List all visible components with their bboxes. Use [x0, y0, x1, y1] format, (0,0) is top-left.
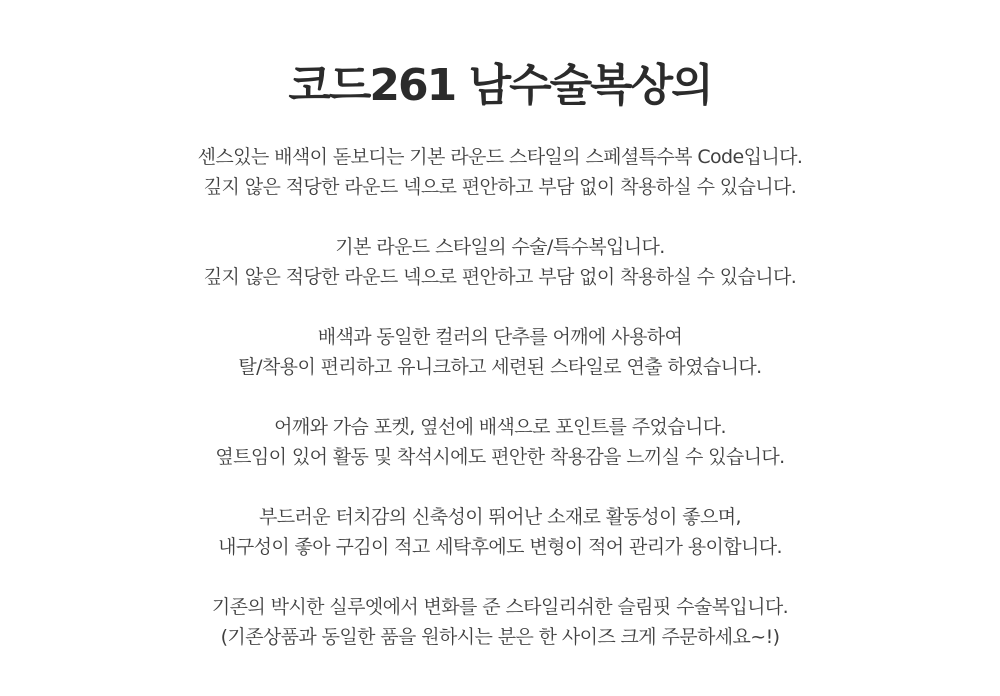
description-paragraph-1: [0, 142, 1000, 202]
description-line: 기존의 박시한 실루엣에서 변화를 준 스타일리쉬한 슬림핏 수술복입니다.: [211, 596, 789, 618]
description-line: 부드러운 터치감의 신축성이 뛰어난 소재로 활동성이 좋으며,: [259, 506, 741, 528]
description-line: 깊지 않은 적당한 라운드 넥으로 편안하고 부담 없이 착용하실 수 있습니다.: [203, 176, 797, 198]
description-line: 내구성이 좋아 구김이 적고 세탁후에도 변형이 적어 관리가 용이합니다.: [218, 536, 782, 558]
description-line: 배색과 동일한 컬러의 단추를 어깨에 사용하여: [317, 326, 683, 348]
description-line: 기본 라운드 스타일의 수술/특수복입니다.: [335, 236, 665, 258]
description-paragraph-2: [0, 232, 1000, 292]
description-paragraph-5: [0, 502, 1000, 562]
description-paragraph-3: [0, 322, 1000, 382]
description-line: 깊지 않은 적당한 라운드 넥으로 편안하고 부담 없이 착용하실 수 있습니다.: [203, 266, 797, 288]
description-line: (기존상품과 동일한 품을 원하시는 분은 한 사이즈 크게 주문하세요~!): [220, 626, 780, 648]
description-line: 옆트임이 있어 활동 및 착석시에도 편안한 착용감을 느끼실 수 있습니다.: [215, 446, 785, 468]
description-paragraph-6: [0, 592, 1000, 652]
description-paragraph-4: [0, 412, 1000, 472]
description-block: [0, 142, 1000, 652]
description-line: 센스있는 배색이 돋보디는 기본 라운드 스타일의 스페셜특수복 Code입니다.: [197, 146, 803, 168]
product-title: 코드261 남수술복상의: [288, 60, 712, 111]
description-line: 탈/착용이 편리하고 유니크하고 세련된 스타일로 연출 하였습니다.: [238, 356, 762, 378]
description-line: 어깨와 가슴 포켓, 옆선에 배색으로 포인트를 주었습니다.: [274, 416, 726, 438]
